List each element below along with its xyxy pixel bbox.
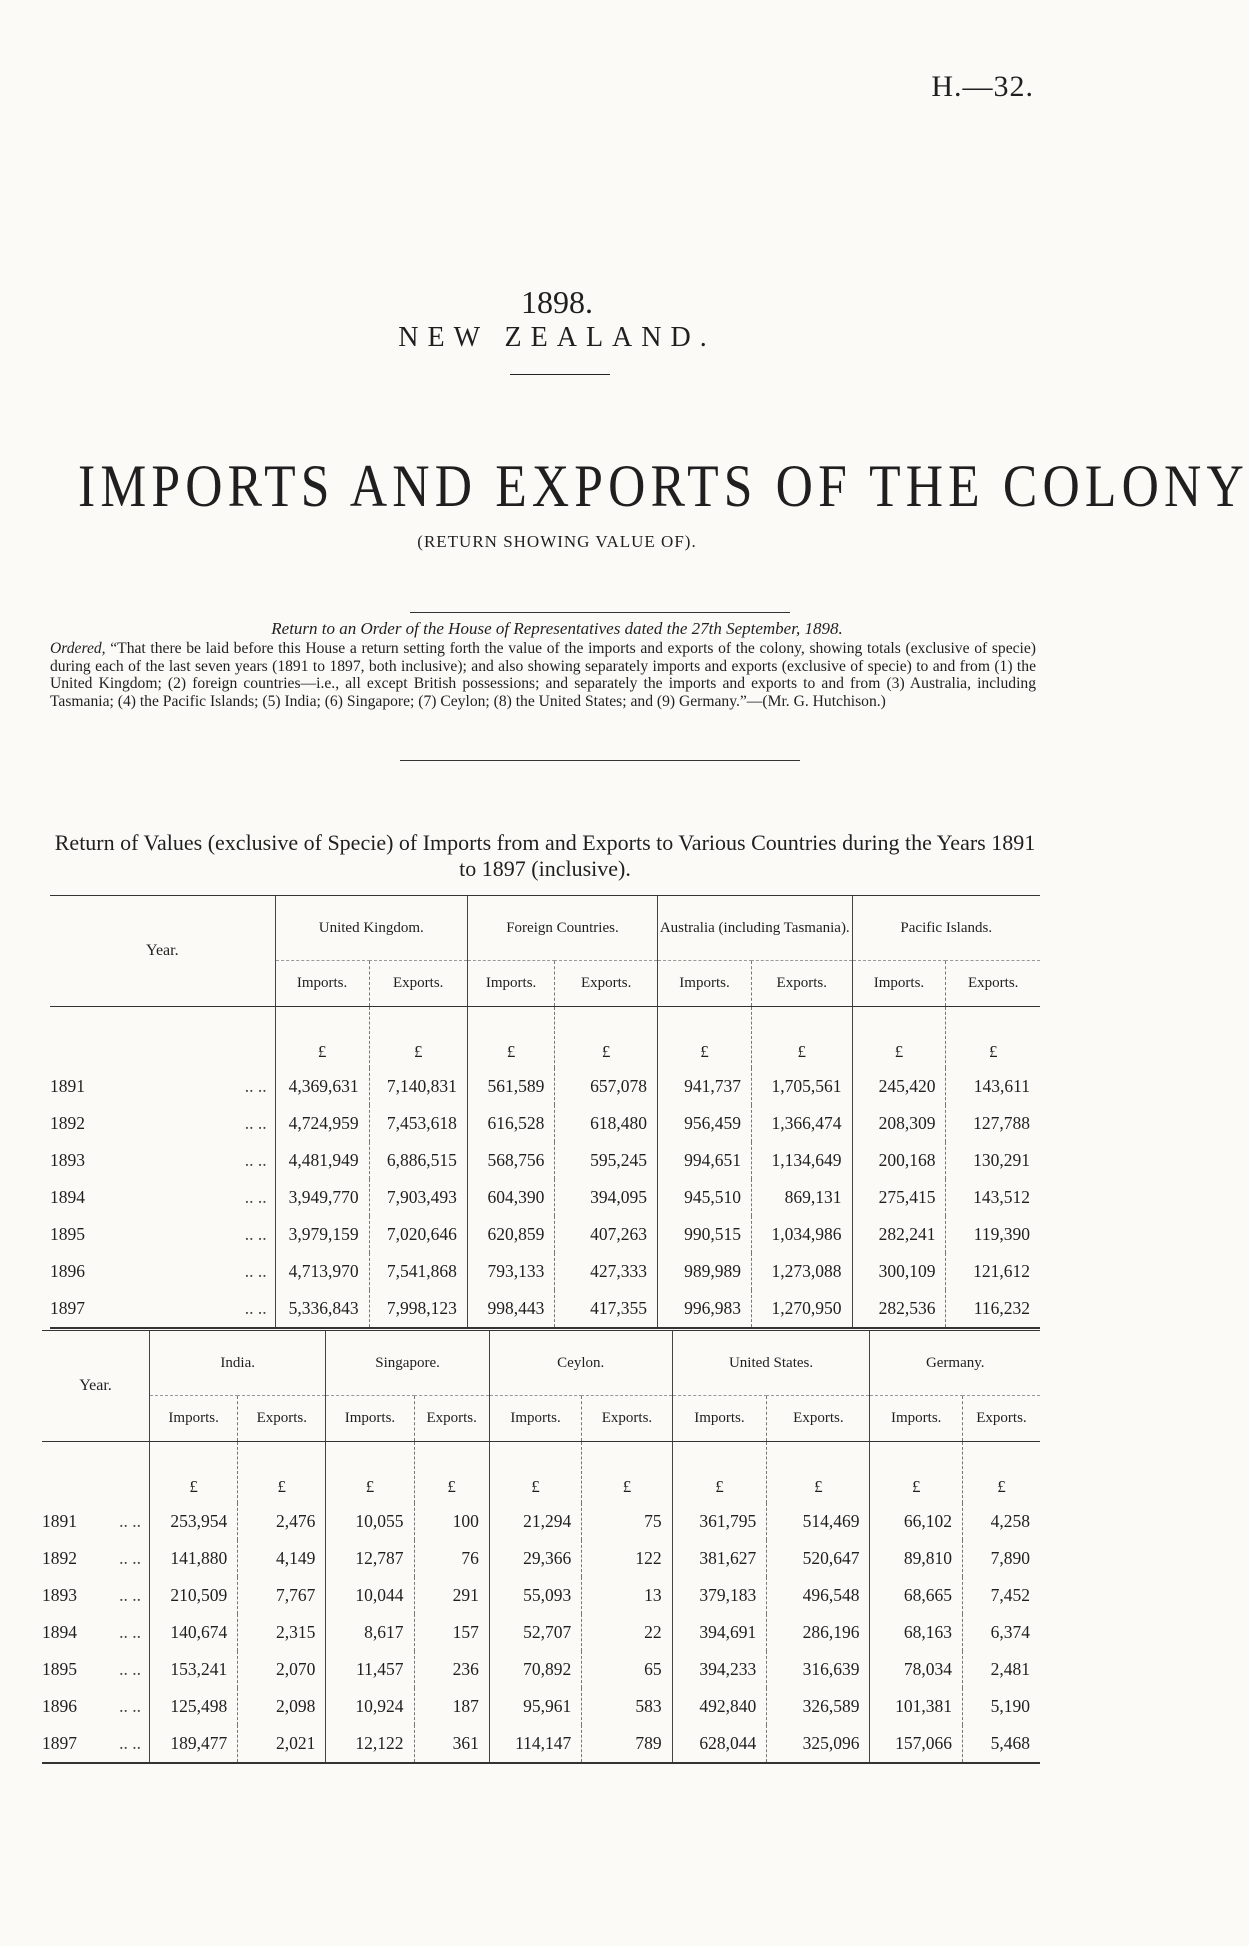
exports-value: 7,541,868 [369, 1253, 467, 1290]
exports-value: 4,149 [238, 1540, 326, 1577]
exports-value: 13 [582, 1577, 672, 1614]
country-header: India. [150, 1331, 326, 1396]
exports-value: 143,611 [946, 1068, 1040, 1105]
currency-symbol: £ [870, 1442, 962, 1504]
country-header: Ceylon. [489, 1331, 672, 1396]
table-row [42, 1725, 1040, 1763]
currency-symbol: £ [658, 1007, 752, 1069]
exports-header: Exports. [238, 1396, 326, 1442]
exports-value: 127,788 [946, 1105, 1040, 1142]
year-value: 1897 [42, 1733, 77, 1753]
leader-dots: .. .. [244, 1187, 267, 1207]
imports-value: 95,961 [489, 1688, 581, 1725]
exports-value: 496,548 [767, 1577, 870, 1614]
imports-value: 10,055 [326, 1503, 414, 1540]
table-heading: Return of Values (exclusive of Specie) of Imports from and Exports to Various Countries during the Years 1891 to 1897 (inclusive). [54, 830, 1036, 881]
ordered-label: Ordered, [50, 640, 106, 657]
exports-value: 2,476 [238, 1503, 326, 1540]
header-row-countries [50, 896, 1040, 961]
table-row [42, 1503, 1040, 1540]
year-value: 1896 [50, 1261, 85, 1281]
year-value: 1892 [42, 1548, 77, 1568]
exports-value: 7,998,123 [369, 1290, 467, 1328]
year-cell [42, 1577, 150, 1614]
exports-value: 514,469 [767, 1503, 870, 1540]
imports-value: 941,737 [658, 1068, 752, 1105]
imports-value: 4,713,970 [275, 1253, 369, 1290]
exports-value: 1,270,950 [751, 1290, 852, 1328]
currency-symbol: £ [672, 1442, 767, 1504]
values-table-2 [42, 1330, 1040, 1764]
exports-value: 291 [414, 1577, 489, 1614]
imports-value: 568,756 [467, 1142, 554, 1179]
imports-value: 361,795 [672, 1503, 767, 1540]
exports-value: 325,096 [767, 1725, 870, 1763]
imports-value: 381,627 [672, 1540, 767, 1577]
country-header: Germany. [870, 1331, 1040, 1396]
exports-value: 4,258 [962, 1503, 1040, 1540]
leader-dots: .. .. [244, 1113, 267, 1133]
exports-value: 1,034,986 [751, 1216, 852, 1253]
imports-header: Imports. [672, 1396, 767, 1442]
leader-dots: .. .. [119, 1511, 142, 1531]
year-cell [50, 1290, 275, 1328]
exports-value: 2,481 [962, 1651, 1040, 1688]
table-row [42, 1614, 1040, 1651]
imports-value: 157,066 [870, 1725, 962, 1763]
exports-header: Exports. [946, 961, 1040, 1007]
exports-value: 7,767 [238, 1577, 326, 1614]
year-cell [50, 1216, 275, 1253]
currency-symbol: £ [275, 1007, 369, 1069]
exports-value: 7,453,618 [369, 1105, 467, 1142]
currency-symbol: £ [489, 1442, 581, 1504]
table-row [50, 1253, 1040, 1290]
imports-value: 994,651 [658, 1142, 752, 1179]
exports-value: 5,190 [962, 1688, 1040, 1725]
exports-value: 143,512 [946, 1179, 1040, 1216]
imports-value: 208,309 [852, 1105, 946, 1142]
imports-value: 604,390 [467, 1179, 554, 1216]
imports-value: 282,536 [852, 1290, 946, 1328]
imports-value: 70,892 [489, 1651, 581, 1688]
exports-value: 7,890 [962, 1540, 1040, 1577]
exports-value: 1,273,088 [751, 1253, 852, 1290]
country-header: Pacific Islands. [852, 896, 1040, 961]
currency-symbol: £ [852, 1007, 946, 1069]
currency-symbol: £ [238, 1442, 326, 1504]
values-table-1 [50, 895, 1040, 1329]
imports-value: 189,477 [150, 1725, 238, 1763]
return-order-line: Return to an Order of the House of Representatives dated the 27th September, 1898. [271, 619, 843, 638]
imports-header: Imports. [150, 1396, 238, 1442]
imports-value: 616,528 [467, 1105, 554, 1142]
exports-header: Exports. [962, 1396, 1040, 1442]
imports-value: 52,707 [489, 1614, 581, 1651]
table-row [50, 1142, 1040, 1179]
exports-value: 618,480 [555, 1105, 658, 1142]
imports-header: Imports. [658, 961, 752, 1007]
year-cell [42, 1540, 150, 1577]
blank-cell [50, 1007, 275, 1069]
exports-header: Exports. [555, 961, 658, 1007]
imports-value: 140,674 [150, 1614, 238, 1651]
year-cell [42, 1688, 150, 1725]
currency-symbol: £ [555, 1007, 658, 1069]
table-row [42, 1651, 1040, 1688]
exports-value: 76 [414, 1540, 489, 1577]
year-value: 1891 [42, 1511, 77, 1531]
exports-value: 5,468 [962, 1725, 1040, 1763]
currency-symbol: £ [946, 1007, 1040, 1069]
imports-value: 78,034 [870, 1651, 962, 1688]
exports-value: 520,647 [767, 1540, 870, 1577]
leader-dots: .. .. [244, 1261, 267, 1281]
exports-value: 122 [582, 1540, 672, 1577]
exports-value: 7,020,646 [369, 1216, 467, 1253]
year-cell [42, 1725, 150, 1763]
country-name: NEW ZEALAND. [398, 322, 716, 353]
imports-value: 956,459 [658, 1105, 752, 1142]
year-value: 1895 [42, 1659, 77, 1679]
imports-value: 253,954 [150, 1503, 238, 1540]
header-row-types [42, 1396, 1040, 1442]
document-year: 1898. [521, 284, 593, 320]
exports-value: 583 [582, 1688, 672, 1725]
imports-value: 561,589 [467, 1068, 554, 1105]
exports-value: 417,355 [555, 1290, 658, 1328]
exports-value: 116,232 [946, 1290, 1040, 1328]
imports-value: 68,163 [870, 1614, 962, 1651]
divider [410, 612, 790, 613]
currency-symbol: £ [150, 1442, 238, 1504]
exports-value: 7,452 [962, 1577, 1040, 1614]
imports-value: 300,109 [852, 1253, 946, 1290]
order-text: “That there be laid before this House a return setting forth the value of the imports and exports of the colony, showing totals (exclusive of specie) during each of the last seven years (1891 to 1897, both inclusive); and also showing separately imports and exports (exclusive of specie) to and from (1) the United Kingdom; (2) foreign countries—i.e., all except British possessions; and separately the imports and exports to and from (3) Australia, including Tasmania; (4) the Pacific Islands; (5) India; (6) Singapore; (7) Ceylon; (8) the United States; and (9) Germany.”—(Mr. G. Hutchison.) [50, 640, 1036, 710]
imports-value: 793,133 [467, 1253, 554, 1290]
table-row [50, 1179, 1040, 1216]
imports-value: 275,415 [852, 1179, 946, 1216]
imports-value: 945,510 [658, 1179, 752, 1216]
exports-value: 286,196 [767, 1614, 870, 1651]
exports-value: 407,263 [555, 1216, 658, 1253]
currency-symbol: £ [767, 1442, 870, 1504]
divider [400, 760, 800, 761]
imports-value: 4,369,631 [275, 1068, 369, 1105]
year-value: 1891 [50, 1076, 85, 1096]
year-header: Year. [42, 1331, 150, 1442]
imports-value: 4,724,959 [275, 1105, 369, 1142]
imports-value: 29,366 [489, 1540, 581, 1577]
exports-value: 1,134,649 [751, 1142, 852, 1179]
imports-value: 10,924 [326, 1688, 414, 1725]
country-header: United Kingdom. [275, 896, 467, 961]
leader-dots: .. .. [244, 1298, 267, 1318]
exports-value: 869,131 [751, 1179, 852, 1216]
imports-value: 21,294 [489, 1503, 581, 1540]
year-value: 1895 [50, 1224, 85, 1244]
year-cell [50, 1105, 275, 1142]
imports-value: 989,989 [658, 1253, 752, 1290]
year-cell [42, 1614, 150, 1651]
exports-value: 6,374 [962, 1614, 1040, 1651]
imports-value: 628,044 [672, 1725, 767, 1763]
exports-value: 7,140,831 [369, 1068, 467, 1105]
exports-header: Exports. [751, 961, 852, 1007]
table-row [50, 1068, 1040, 1105]
imports-value: 990,515 [658, 1216, 752, 1253]
currency-symbol: £ [751, 1007, 852, 1069]
page-subtitle: (RETURN SHOWING VALUE OF). [417, 532, 697, 551]
page-reference: H.—32. [931, 70, 1034, 103]
imports-value: 245,420 [852, 1068, 946, 1105]
exports-value: 236 [414, 1651, 489, 1688]
year-value: 1893 [50, 1150, 85, 1170]
imports-value: 210,509 [150, 1577, 238, 1614]
imports-value: 68,665 [870, 1577, 962, 1614]
imports-value: 55,093 [489, 1577, 581, 1614]
exports-value: 326,589 [767, 1688, 870, 1725]
imports-header: Imports. [326, 1396, 414, 1442]
table-row [42, 1540, 1040, 1577]
imports-value: 379,183 [672, 1577, 767, 1614]
currency-symbol: £ [582, 1442, 672, 1504]
exports-value: 65 [582, 1651, 672, 1688]
imports-value: 12,122 [326, 1725, 414, 1763]
imports-header: Imports. [275, 961, 369, 1007]
imports-header: Imports. [852, 961, 946, 1007]
exports-value: 6,886,515 [369, 1142, 467, 1179]
currency-symbol: £ [414, 1442, 489, 1504]
leader-dots: .. .. [244, 1150, 267, 1170]
page-title: IMPORTS AND EXPORTS OF THE COLONY [77, 453, 1249, 519]
exports-header: Exports. [582, 1396, 672, 1442]
imports-value: 10,044 [326, 1577, 414, 1614]
imports-value: 394,691 [672, 1614, 767, 1651]
year-value: 1893 [42, 1585, 77, 1605]
exports-value: 157 [414, 1614, 489, 1651]
exports-header: Exports. [414, 1396, 489, 1442]
imports-header: Imports. [870, 1396, 962, 1442]
exports-value: 75 [582, 1503, 672, 1540]
year-cell [42, 1503, 150, 1540]
currency-symbol: £ [467, 1007, 554, 1069]
table-row [50, 1105, 1040, 1142]
imports-value: 153,241 [150, 1651, 238, 1688]
exports-value: 2,098 [238, 1688, 326, 1725]
exports-value: 789 [582, 1725, 672, 1763]
imports-value: 4,481,949 [275, 1142, 369, 1179]
exports-header: Exports. [767, 1396, 870, 1442]
imports-value: 5,336,843 [275, 1290, 369, 1328]
exports-value: 427,333 [555, 1253, 658, 1290]
imports-value: 101,381 [870, 1688, 962, 1725]
exports-value: 2,070 [238, 1651, 326, 1688]
year-cell [50, 1068, 275, 1105]
exports-value: 1,705,561 [751, 1068, 852, 1105]
currency-row [42, 1442, 1040, 1504]
exports-value: 100 [414, 1503, 489, 1540]
imports-value: 3,979,159 [275, 1216, 369, 1253]
year-value: 1894 [50, 1187, 85, 1207]
exports-value: 394,095 [555, 1179, 658, 1216]
year-cell [50, 1179, 275, 1216]
exports-value: 119,390 [946, 1216, 1040, 1253]
country-header: Foreign Countries. [467, 896, 657, 961]
country-header: Singapore. [326, 1331, 489, 1396]
exports-value: 130,291 [946, 1142, 1040, 1179]
leader-dots: .. .. [119, 1733, 142, 1753]
table-row [42, 1688, 1040, 1725]
country-header: United States. [672, 1331, 870, 1396]
table-row [42, 1577, 1040, 1614]
imports-value: 200,168 [852, 1142, 946, 1179]
imports-value: 998,443 [467, 1290, 554, 1328]
imports-value: 394,233 [672, 1651, 767, 1688]
year-cell [50, 1142, 275, 1179]
imports-value: 125,498 [150, 1688, 238, 1725]
table-row [50, 1290, 1040, 1328]
exports-value: 7,903,493 [369, 1179, 467, 1216]
imports-value: 8,617 [326, 1614, 414, 1651]
year-value: 1896 [42, 1696, 77, 1716]
leader-dots: .. .. [119, 1659, 142, 1679]
exports-value: 2,315 [238, 1614, 326, 1651]
year-value: 1892 [50, 1113, 85, 1133]
currency-symbol: £ [962, 1442, 1040, 1504]
imports-value: 89,810 [870, 1540, 962, 1577]
imports-header: Imports. [467, 961, 554, 1007]
header-row-countries [42, 1331, 1040, 1396]
leader-dots: .. .. [119, 1548, 142, 1568]
imports-value: 141,880 [150, 1540, 238, 1577]
blank-cell [42, 1442, 150, 1504]
order-paragraph [50, 640, 1036, 710]
exports-value: 187 [414, 1688, 489, 1725]
imports-header: Imports. [489, 1396, 581, 1442]
imports-value: 114,147 [489, 1725, 581, 1763]
year-cell [42, 1651, 150, 1688]
currency-symbol: £ [369, 1007, 467, 1069]
imports-value: 3,949,770 [275, 1179, 369, 1216]
leader-dots: .. .. [119, 1622, 142, 1642]
country-header: Australia (including Tasmania). [658, 896, 852, 961]
exports-value: 1,366,474 [751, 1105, 852, 1142]
imports-value: 11,457 [326, 1651, 414, 1688]
currency-row [50, 1007, 1040, 1069]
imports-value: 282,241 [852, 1216, 946, 1253]
currency-symbol: £ [326, 1442, 414, 1504]
exports-value: 657,078 [555, 1068, 658, 1105]
imports-value: 66,102 [870, 1503, 962, 1540]
year-value: 1894 [42, 1622, 77, 1642]
exports-value: 22 [582, 1614, 672, 1651]
leader-dots: .. .. [119, 1585, 142, 1605]
divider [510, 374, 610, 375]
table-row [50, 1216, 1040, 1253]
year-value: 1897 [50, 1298, 85, 1318]
exports-value: 121,612 [946, 1253, 1040, 1290]
leader-dots: .. .. [244, 1224, 267, 1244]
imports-value: 620,859 [467, 1216, 554, 1253]
exports-header: Exports. [369, 961, 467, 1007]
exports-value: 2,021 [238, 1725, 326, 1763]
exports-value: 595,245 [555, 1142, 658, 1179]
imports-value: 996,983 [658, 1290, 752, 1328]
leader-dots: .. .. [119, 1696, 142, 1716]
leader-dots: .. .. [244, 1076, 267, 1096]
year-cell [50, 1253, 275, 1290]
year-header: Year. [50, 896, 275, 1007]
exports-value: 361 [414, 1725, 489, 1763]
imports-value: 492,840 [672, 1688, 767, 1725]
imports-value: 12,787 [326, 1540, 414, 1577]
exports-value: 316,639 [767, 1651, 870, 1688]
